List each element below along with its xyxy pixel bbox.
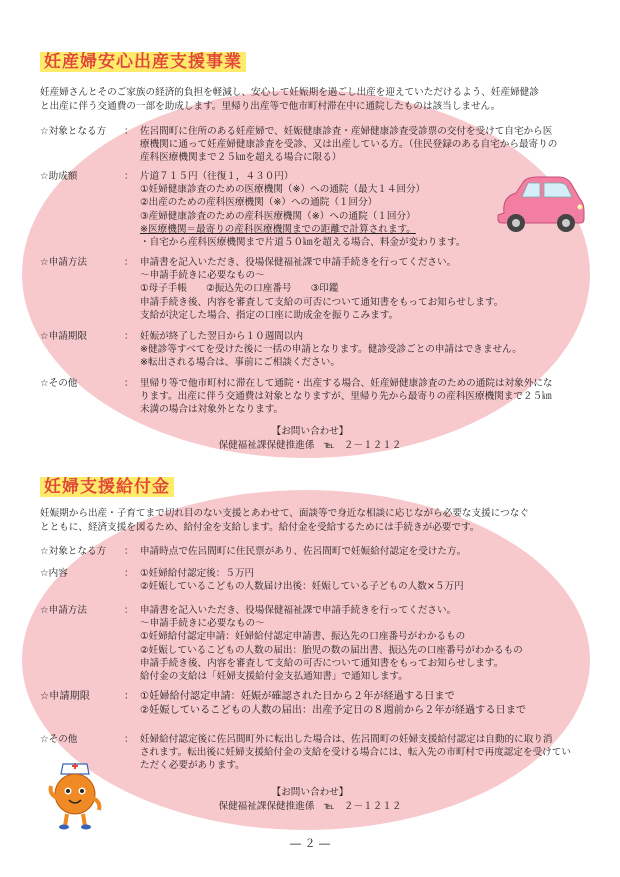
item-colon: ： [124, 257, 134, 268]
item-line: 申請書を記入いただき、役場保健福祉課で申請手続きを行ってください。 [140, 257, 457, 268]
item-line: 佐呂間町に住所のある妊産婦で、妊娠健康診査・産婦健康診査受診票の交付を受けて自宅から医 [140, 126, 553, 137]
section1-intro [40, 86, 590, 114]
item-colon: ： [124, 734, 134, 745]
item-colon: ： [124, 126, 134, 137]
item-line: 里帰り等で他市町村に滞在して通院・出産する場合、妊産婦健康診査のための通院は対象外にな [140, 378, 553, 389]
pink-car-icon [494, 175, 586, 235]
item-line: ①妊婦健康診査のための医療機関（※）への通院（最大１４回分） [140, 184, 426, 196]
item-label: ☆対象となる方 [40, 546, 107, 557]
item-line: されます。転出後に妊婦支援給付金の支給を受ける場合には、転入先の市町村で再度認定を受けてい [140, 747, 571, 759]
item-line: ①妊婦給付認定後：５万円 [140, 568, 255, 579]
item-line: 申請書を記入いただき、役場保健福祉課で申請手続きを行ってください。 [140, 605, 457, 616]
item-line: ・自宅から産科医療機関まで片道５０㎞を超える場合、料金が変わります。 [140, 237, 466, 249]
item-line: ②妊娠しているこどもの人数届け出後：妊娠している子どもの人数×５万円 [140, 581, 464, 593]
item-label: ☆その他 [40, 378, 78, 389]
section2-intro [40, 507, 590, 535]
section2-title: 妊婦支援給付金 [40, 477, 174, 497]
item-line: ～申請手続きに必要なもの～ [140, 618, 265, 630]
item-line: 産科医療機関まで２５㎞を超える場合に限る） [140, 152, 342, 164]
item-line: ①妊婦給付認定申請：妊婦給付認定申請書、振込先の口座番号がわかるもの [140, 631, 466, 643]
item-colon: ： [124, 605, 134, 616]
item-label: ☆申請方法 [40, 257, 87, 268]
item-label: ☆申請方法 [40, 605, 87, 616]
contact-heading: 【お問い合わせ】 [271, 787, 349, 798]
contact-heading: 【お問い合わせ】 [271, 426, 349, 437]
item-line: ①妊婦給付認定申請：妊娠が確認された日から２年が経過する日まで [140, 691, 455, 702]
item-label: ☆内容 [40, 568, 68, 579]
section1-title: 妊産婦安心出産支援事業 [40, 52, 246, 72]
item-line: ※医療機関＝最寄りの産科医療機関までの距離で計算されます。 [140, 223, 416, 235]
item-line: 申請手続き後、内容を審査して支給の可否について通知書をもってお知らせします。 [140, 657, 504, 669]
item-line: ります。出産に伴う交通費は対象となりますが、里帰り先から最寄りの産科医療機関まで２５㎞ [140, 391, 552, 403]
item-line: 療機関に通って妊産婦健康診査を受診、又は出産している方。（住民登録のある自宅から最寄りの [140, 139, 558, 151]
item-line: ただく必要があります。 [140, 760, 245, 772]
item-line: 片道７１５円（往復１，４３０円） [140, 171, 294, 182]
item-line: ①母子手帳 ②振込先の口座番号 ③印鑑 [140, 283, 339, 295]
intro-line: 妊娠期から出産・子育てまで切れ目のない支援とあわせて、面談等で身近な相談に応じながら必要な支援につなぐ [40, 508, 529, 519]
contact-info: 保健福祉課保健推進係 ℡ ２－１２１２ [218, 440, 402, 451]
item-line: 申請時点で佐呂間町に住民票があり、佐呂間町で妊娠給付認定を受けた方。 [140, 546, 467, 557]
item-line: 妊娠が終了した翌日から１０週間以内 [140, 331, 304, 342]
item-line: ※転出される場合は、事前にご相談ください。 [140, 357, 340, 369]
item-line: 未満の場合は対象外となります。 [140, 404, 284, 416]
item-line: ②出産のための産科医療機関（※）への通院（１回分） [140, 197, 378, 209]
item-line: 給付金の支給は「妊婦支援給付金支払通知書」で通知します。 [140, 671, 408, 683]
item-label: ☆助成額 [40, 171, 78, 182]
item-label: ☆申請期限 [40, 691, 90, 702]
item-line: ②妊娠しているこどもの人数の届出：出産予定日の８週前から２年が経過する日まで [140, 705, 527, 716]
page-number: ― ２ ― [290, 837, 330, 850]
intro-line: と出産に伴う交通費の一部を助成します。里帰り出産等で他市町村滞在中に通院したものは該当しません。 [40, 101, 501, 112]
item-colon: ： [124, 171, 134, 182]
contact-info: 保健福祉課保健推進係 ℡ ２－１２１２ [218, 801, 402, 812]
item-line: 妊婦給付認定後に佐呂間町外に転出した場合は、佐呂間町の妊婦支援給付認定は自動的に取り消 [140, 734, 553, 745]
intro-line: 妊産婦さんとそのご家族の経済的負担を軽減し、安心して妊娠期を過ごし出産を迎えていただけるよう、妊産婦健診 [40, 87, 539, 98]
item-colon: ： [124, 331, 134, 342]
item-line: 申請手続き後、内容を審査して支給の可否について通知書をもってお知らせします。 [140, 296, 504, 308]
item-label: ☆対象となる方 [40, 126, 107, 137]
item-label: ☆申請期限 [40, 331, 87, 342]
item-line: ～申請手続きに必要なもの～ [140, 270, 265, 282]
item-colon: ： [124, 546, 134, 557]
nurse-mascot-icon [45, 758, 105, 830]
item-colon: ： [124, 691, 135, 702]
item-line: 支給が決定した場合、指定の口座に助成金を振りこみます。 [140, 309, 399, 321]
intro-line: とともに、経済支援を図るため、給付金を支給します。給付金を受給するためには手続きが必要です。 [40, 522, 480, 533]
item-line: ※健診等すべてを受けた後に一括の申請となります。健診受診ごとの申請はできません。 [140, 344, 522, 356]
item-line: ③産婦健康診査のための産科医療機関（※）への通院（１回分） [140, 210, 416, 222]
item-colon: ： [124, 378, 134, 389]
item-line: ②妊娠しているこどもの人数の届出：胎児の数の届出書、振込先の口座番号がわかるもの [140, 644, 523, 656]
section1-contact [160, 425, 460, 453]
item-label: ☆その他 [40, 734, 78, 745]
item-colon: ： [124, 568, 134, 579]
section2-contact [160, 786, 460, 814]
